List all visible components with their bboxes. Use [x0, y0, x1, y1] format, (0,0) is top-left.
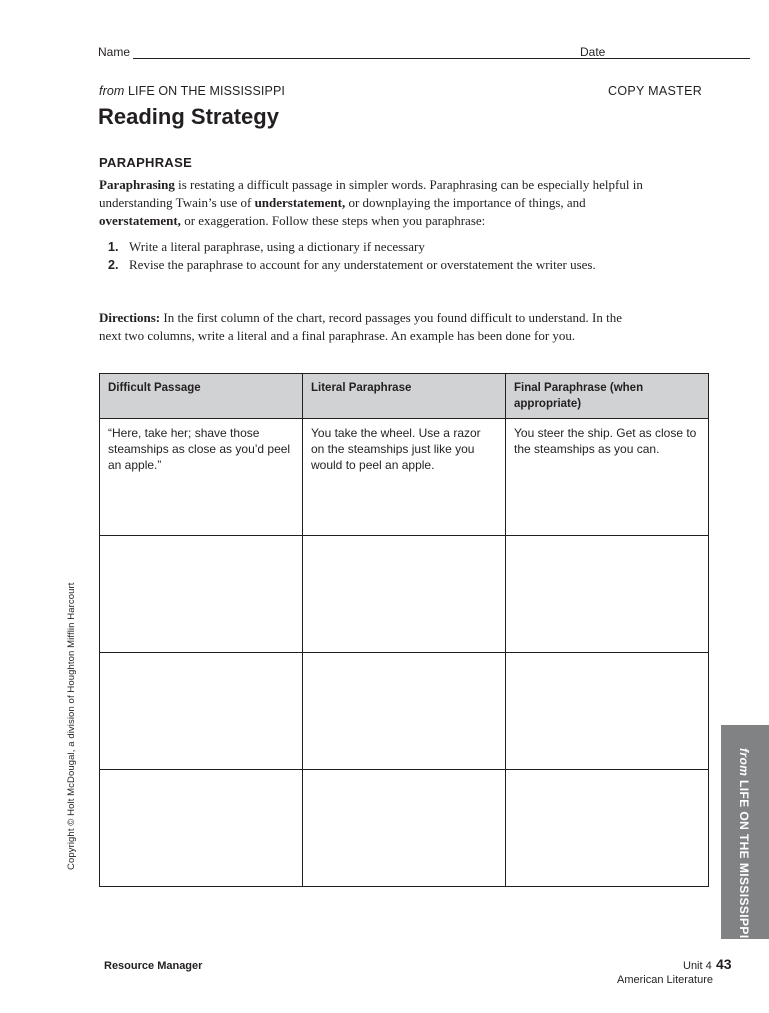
intro-term-overstatement: overstatement,	[99, 213, 181, 228]
step-item	[108, 256, 628, 274]
column-header-literal-paraphrase: Literal Paraphrase	[303, 374, 506, 419]
cell-final-paraphrase[interactable]	[506, 653, 709, 770]
step-item	[108, 238, 628, 256]
page-title: Reading Strategy	[98, 104, 279, 129]
cell-final-paraphrase[interactable]	[506, 770, 709, 887]
footer-resource-manager: Resource Manager	[104, 960, 203, 972]
steps-list	[108, 238, 628, 274]
table-row	[100, 536, 709, 653]
table-row-example	[100, 419, 709, 536]
cell-literal-paraphrase[interactable]	[303, 536, 506, 653]
footer-course: American Literature	[617, 974, 713, 986]
step-number: 1.	[108, 240, 119, 254]
cell-literal-paraphrase: You take the wheel. Use a razor on the steamships just like you would to peel an apple.	[303, 419, 506, 536]
intro-text-3: or exaggeration. Follow these steps when you paraphrase:	[180, 213, 486, 228]
copy-master-label: COPY MASTER	[608, 84, 703, 98]
cell-final-paraphrase[interactable]	[506, 536, 709, 653]
footer-unit: Unit 4	[683, 960, 712, 972]
source-prefix: from	[99, 84, 125, 98]
directions-label: Directions:	[99, 310, 161, 325]
cell-literal-paraphrase[interactable]	[303, 770, 506, 887]
cell-difficult-passage[interactable]	[100, 653, 303, 770]
name-label: Name	[98, 45, 131, 59]
cell-difficult-passage: “Here, take her; shave those steamships as close as you’d peel an apple.”	[100, 419, 303, 536]
column-header-final-paraphrase: Final Paraphrase (when appropriate)	[506, 374, 709, 419]
paraphrase-chart	[99, 373, 709, 887]
intro-paragraph	[99, 176, 649, 230]
intro-term-paraphrasing: Paraphrasing	[99, 177, 175, 192]
step-text: Write a literal paraphrase, using a dictionary if necessary	[129, 239, 425, 254]
side-tab-label	[737, 748, 751, 939]
section-heading: PARAPHRASE	[99, 155, 193, 170]
cell-difficult-passage[interactable]	[100, 536, 303, 653]
intro-term-understatement: understatement,	[254, 195, 346, 210]
cell-literal-paraphrase[interactable]	[303, 653, 506, 770]
date-field[interactable]	[612, 58, 750, 59]
cell-difficult-passage[interactable]	[100, 770, 303, 887]
step-number: 2.	[108, 258, 119, 272]
directions-paragraph	[99, 309, 639, 345]
page-number: 43	[716, 956, 732, 972]
copyright-notice: Copyright © Holt McDougal, a division of Houghton Mifflin Harcourt	[66, 582, 77, 870]
source-line	[99, 84, 285, 98]
table-header-row	[100, 374, 709, 419]
name-date-row	[98, 45, 750, 61]
column-header-difficult-passage: Difficult Passage	[100, 374, 303, 419]
cell-final-paraphrase: You steer the ship. Get as close to the steamships as you can.	[506, 419, 709, 536]
source-title: LIFE ON THE MISSISSIPPI	[127, 84, 285, 98]
side-tab-prefix: from	[737, 748, 751, 777]
table-row	[100, 653, 709, 770]
intro-text-2: or downplaying the importance of things, and	[345, 195, 586, 210]
table-row	[100, 770, 709, 887]
step-text: Revise the paraphrase to account for any understatement or overstatement the writer uses.	[129, 257, 596, 272]
date-label: Date	[580, 45, 606, 59]
directions-text: In the first column of the chart, record passages you found difficult to understand. In the next two columns, write a literal and a final paraphrase. An example has been done for you.	[99, 310, 622, 343]
intro-text-1: is restating a difficult passage in simpler words. Paraphrasing can be especially helpful in understanding Twain’s use of	[99, 177, 643, 210]
side-tab-title: LIFE ON THE MISSISSIPPI	[737, 780, 751, 939]
